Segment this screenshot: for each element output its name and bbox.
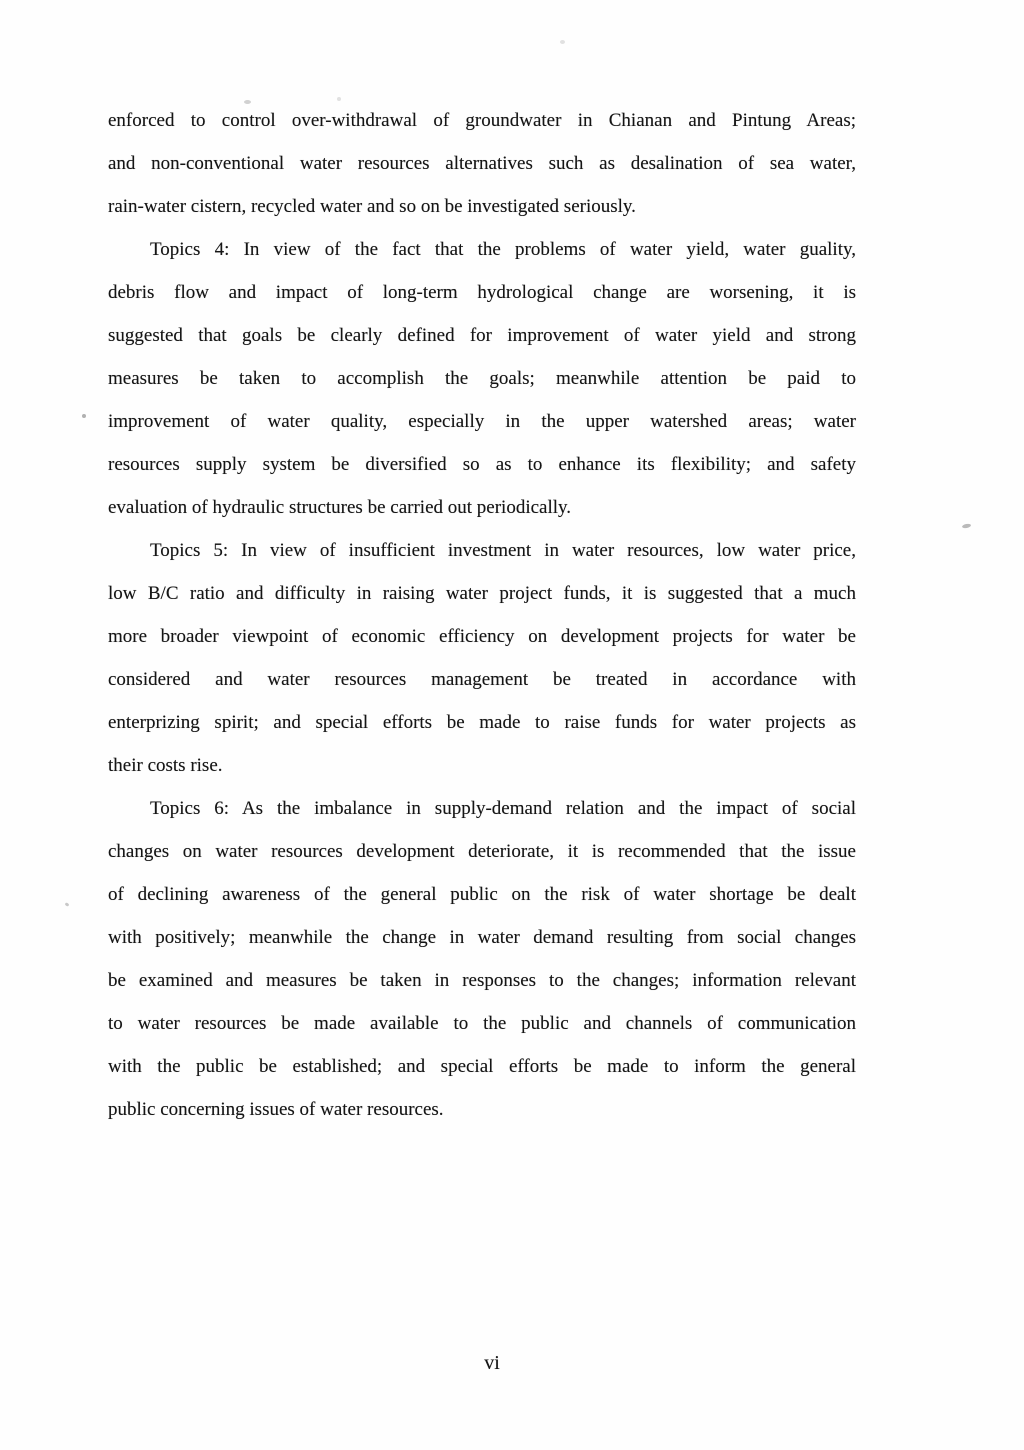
scan-artifact (962, 523, 972, 529)
paragraph (108, 529, 856, 787)
paragraph (108, 228, 856, 529)
scan-artifact (337, 97, 341, 101)
text-line: enforced to control over-withdrawal of groundwater in Chianan and Pintung Areas; (108, 110, 856, 131)
text-line: more broader viewpoint of economic efficiency on development projects for water be (108, 626, 856, 647)
text-line: their costs rise. (108, 755, 223, 776)
text-line: be examined and measures be taken in responses to the changes; information relevant (108, 970, 856, 991)
scan-artifact (244, 100, 251, 104)
scan-artifact (65, 902, 70, 907)
paragraph (108, 787, 856, 1131)
text-line: rain-water cistern, recycled water and so on be investigated seriously. (108, 196, 636, 217)
text-line: to water resources be made available to the public and channels of communication (108, 1013, 856, 1034)
text-line: suggested that goals be clearly defined for improvement of water yield and strong (108, 325, 856, 346)
text-line: considered and water resources management be treated in accordance with (108, 669, 856, 690)
text-line: with the public be established; and special efforts be made to inform the general (108, 1056, 856, 1077)
body-text (108, 99, 856, 1131)
text-line: of declining awareness of the general public on the risk of water shortage be dealt (108, 884, 856, 905)
text-line: improvement of water quality, especially in the upper watershed areas; water (108, 411, 856, 432)
text-line: Topics 4: In view of the fact that the problems of water yield, water guality, (150, 239, 856, 260)
paragraph (108, 99, 856, 228)
text-line: resources supply system be diversified so as to enhance its flexibility; and safety (108, 454, 856, 475)
scan-artifact (82, 414, 86, 418)
page-number: vi (484, 1352, 500, 1374)
text-line: changes on water resources development deteriorate, it is recommended that the issue (108, 841, 856, 862)
text-line: with positively; meanwhile the change in water demand resulting from social changes (108, 927, 856, 948)
text-line: public concerning issues of water resources. (108, 1099, 444, 1120)
text-line: enterprizing spirit; and special efforts be made to raise funds for water projects as (108, 712, 856, 733)
text-line: low B/C ratio and difficulty in raising water project funds, it is suggested that a much (108, 583, 856, 604)
text-line: and non-conventional water resources alternatives such as desalination of sea water, (108, 153, 856, 174)
text-line: Topics 5: In view of insufficient investment in water resources, low water price, (150, 540, 856, 561)
text-line: evaluation of hydraulic structures be carried out periodically. (108, 497, 572, 518)
text-line: debris flow and impact of long-term hydrological change are worsening, it is (108, 282, 856, 303)
text-line: Topics 6: As the imbalance in supply-demand relation and the impact of social (150, 798, 856, 819)
scan-artifact (560, 40, 565, 44)
text-line: measures be taken to accomplish the goals; meanwhile attention be paid to (108, 368, 856, 389)
